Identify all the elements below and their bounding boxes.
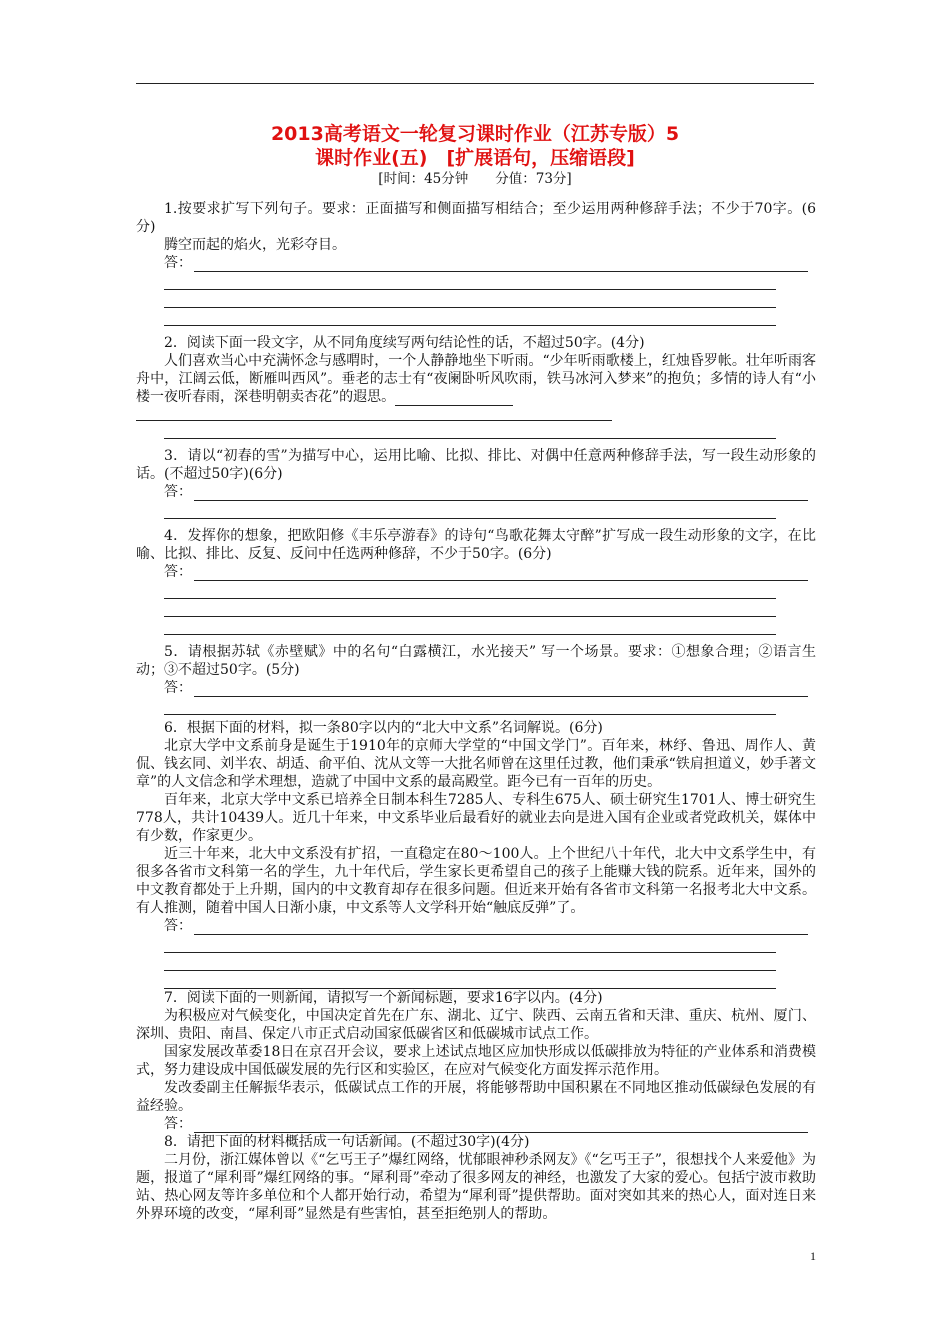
question-7-paragraph: 发改委副主任解振华表示，低碳试点工作的开展，将能够帮助中国积累在不同地区推动低碳绿色发展的有益经验。 (136, 1080, 816, 1114)
question-1-answer-line[interactable] (164, 254, 816, 272)
document-body (136, 200, 816, 1223)
answer-blank-line[interactable] (164, 290, 776, 308)
answer-blank-line[interactable] (164, 421, 776, 439)
question-8-paragraph: 二月份，浙江媒体曾以《“乞丐王子”爆红网络，忧郁眼神秒杀网友》《“乞丐王子”，很想找个人来爱他》为题，报道了“犀利哥”爆红网络的事。“犀利哥”牵动了很多网友的神经，也激发了大家的爱心。包括宁波市救助站、热心网友等许多单位和个人都开始行动，希望为“犀利哥”提供帮助。面对突如其来的热心人，面对连日来外界环境的改变，“犀利哥”显然是有些害怕，甚至拒绝别人的帮助。 (136, 1152, 816, 1222)
answer-label: 答： (164, 1116, 192, 1132)
page-subtitle-title: 课时作业(五) [扩展语句，压缩语段] (315, 147, 635, 169)
answer-label: 答： (164, 255, 192, 271)
answer-rule (194, 920, 808, 935)
answer-blank-line[interactable] (164, 581, 776, 599)
answer-blank-line[interactable] (164, 697, 776, 715)
answer-blank-line[interactable] (164, 308, 776, 326)
answer-blank-line[interactable] (164, 953, 776, 971)
answer-blank-line[interactable] (164, 617, 776, 635)
question-6-paragraph: 近三十年来，北大中文系没有扩招，一直稳定在80～100人。上个世纪八十年代，北大中文系学生中，有很多各省市文科第一名的学生，九十年代后，学生家长更希望自己的孩子上能赚大钱的院系。近年来，国外的中文教育都处于上升期，国内的中文教育却存在很多问题。但近来开始有各省市文科第一名报考北大中文系。有人推测，随着中国人日渐小康，中文系等人文学科开始“触底反弹”了。 (136, 846, 816, 916)
question-6-paragraph: 百年来，北京大学中文系已培养全日制本科生7285人、专科生675人、硕士研究生1701人、博士研究生778人，共计10439人。近几十年来，中文系毕业后最看好的就业去向是进入国有企业或者党政机关，媒体中有少数，作家更少。 (136, 792, 816, 844)
answer-blank-line[interactable] (136, 406, 612, 421)
question-1-stem: 1.按要求扩写下列句子。要求：正面描写和侧面描写相结合；至少运用两种修辞手法；不少于70字。(6分) (136, 201, 816, 235)
page-title: 2013高考语文一轮复习课时作业（江苏专版）5 (270, 123, 680, 145)
question-4-answer-line[interactable] (164, 563, 816, 581)
answer-blank-line[interactable] (164, 501, 776, 519)
question-7-stem: 7．阅读下面的一则新闻，请拟写一个新闻标题，要求16字以内。(4分) (164, 990, 603, 1006)
page-number: 1 (810, 1249, 816, 1263)
answer-blank-line[interactable] (164, 599, 776, 617)
question-4-stem: 4．发挥你的想象，把欧阳修《丰乐亭游春》的诗句“鸟歌花舞太守醉”扩写成一段生动形象的文字，在比喻、比拟、排比、反复、反问中任选两种修辞，不少于50字。(6分) (136, 528, 816, 562)
answer-blank-line[interactable] (164, 272, 776, 290)
answer-blank-inline[interactable] (395, 391, 513, 406)
question-3-stem: 3．请以“初春的雪”为描写中心，运用比喻、比拟、排比、对偶中任意两种修辞手法，写一段生动形象的话。(不超过50字)(6分) (136, 448, 816, 482)
answer-rule (194, 566, 808, 581)
answer-label: 答： (164, 564, 192, 580)
answer-rule (194, 1118, 808, 1133)
header-rule (136, 83, 814, 84)
question-6-answer-line[interactable] (164, 917, 816, 935)
question-1-source-sentence: 腾空而起的焰火，光彩夺目。 (164, 237, 346, 253)
answer-label: 答： (164, 680, 192, 696)
answer-blank-line[interactable] (164, 971, 776, 989)
answer-rule (194, 257, 808, 272)
time-score-info: [时间：45分钟 分值：73分] (378, 171, 572, 187)
question-7-paragraph: 为积极应对气候变化，中国决定首先在广东、湖北、辽宁、陕西、云南五省和天津、重庆、杭州、厦门、深圳、贵阳、南昌、保定八市正式启动国家低碳省区和低碳城市试点工作。 (136, 1008, 816, 1042)
question-8-stem: 8．请把下面的材料概括成一句话新闻。(不超过30字)(4分) (164, 1134, 530, 1150)
question-3-answer-line[interactable] (164, 483, 816, 501)
answer-blank-line[interactable] (164, 935, 776, 953)
question-7-answer-line[interactable] (164, 1115, 816, 1133)
question-5-stem: 5．请根据苏轼《赤壁赋》中的名句“白露横江，水光接天” 写一个场景。要求：①想象合理；②语言生动；③不超过50字。(5分) (136, 644, 816, 678)
question-6-paragraph: 北京大学中文系前身是诞生于1910年的京师大学堂的“中国文学门”。百年来，林纾、鲁迅、周作人、黄侃、钱玄同、刘半农、胡适、俞平伯、沈从文等一大批名师曾在这里任过教，他们秉承“铁肩担道义，妙手著文章”的人文信念和学术理想，造就了中国中文系的最高殿堂。距今已有一百年的历史。 (136, 738, 816, 790)
answer-label: 答： (164, 484, 192, 500)
question-2-passage: 人们喜欢当心中充满怀念与感喟时，一个人静静地坐下听雨。“少年听雨歌楼上，红烛昏罗帐。壮年听雨客舟中，江阔云低，断雁叫西风”。垂老的志士有“夜阑卧听风吹雨，铁马冰河入梦来”的抱负；多情的诗人有“小楼一夜听春雨，深巷明朝卖杏花”的遐思。 (136, 353, 816, 405)
answer-rule (194, 682, 808, 697)
answer-rule (194, 486, 808, 501)
question-2-stem: 2．阅读下面一段文字，从不同角度续写两句结论性的话，不超过50字。(4分) (164, 335, 645, 351)
answer-label: 答： (164, 918, 192, 934)
question-6-stem: 6．根据下面的材料，拟一条80字以内的“北大中文系”名词解说。(6分) (164, 720, 603, 736)
question-7-paragraph: 国家发展改革委18日在京召开会议，要求上述试点地区应加快形成以低碳排放为特征的产业体系和消费模式，努力建设成中国低碳发展的先行区和实验区，在应对气候变化方面发挥示范作用。 (136, 1044, 816, 1078)
question-5-answer-line[interactable] (164, 679, 816, 697)
